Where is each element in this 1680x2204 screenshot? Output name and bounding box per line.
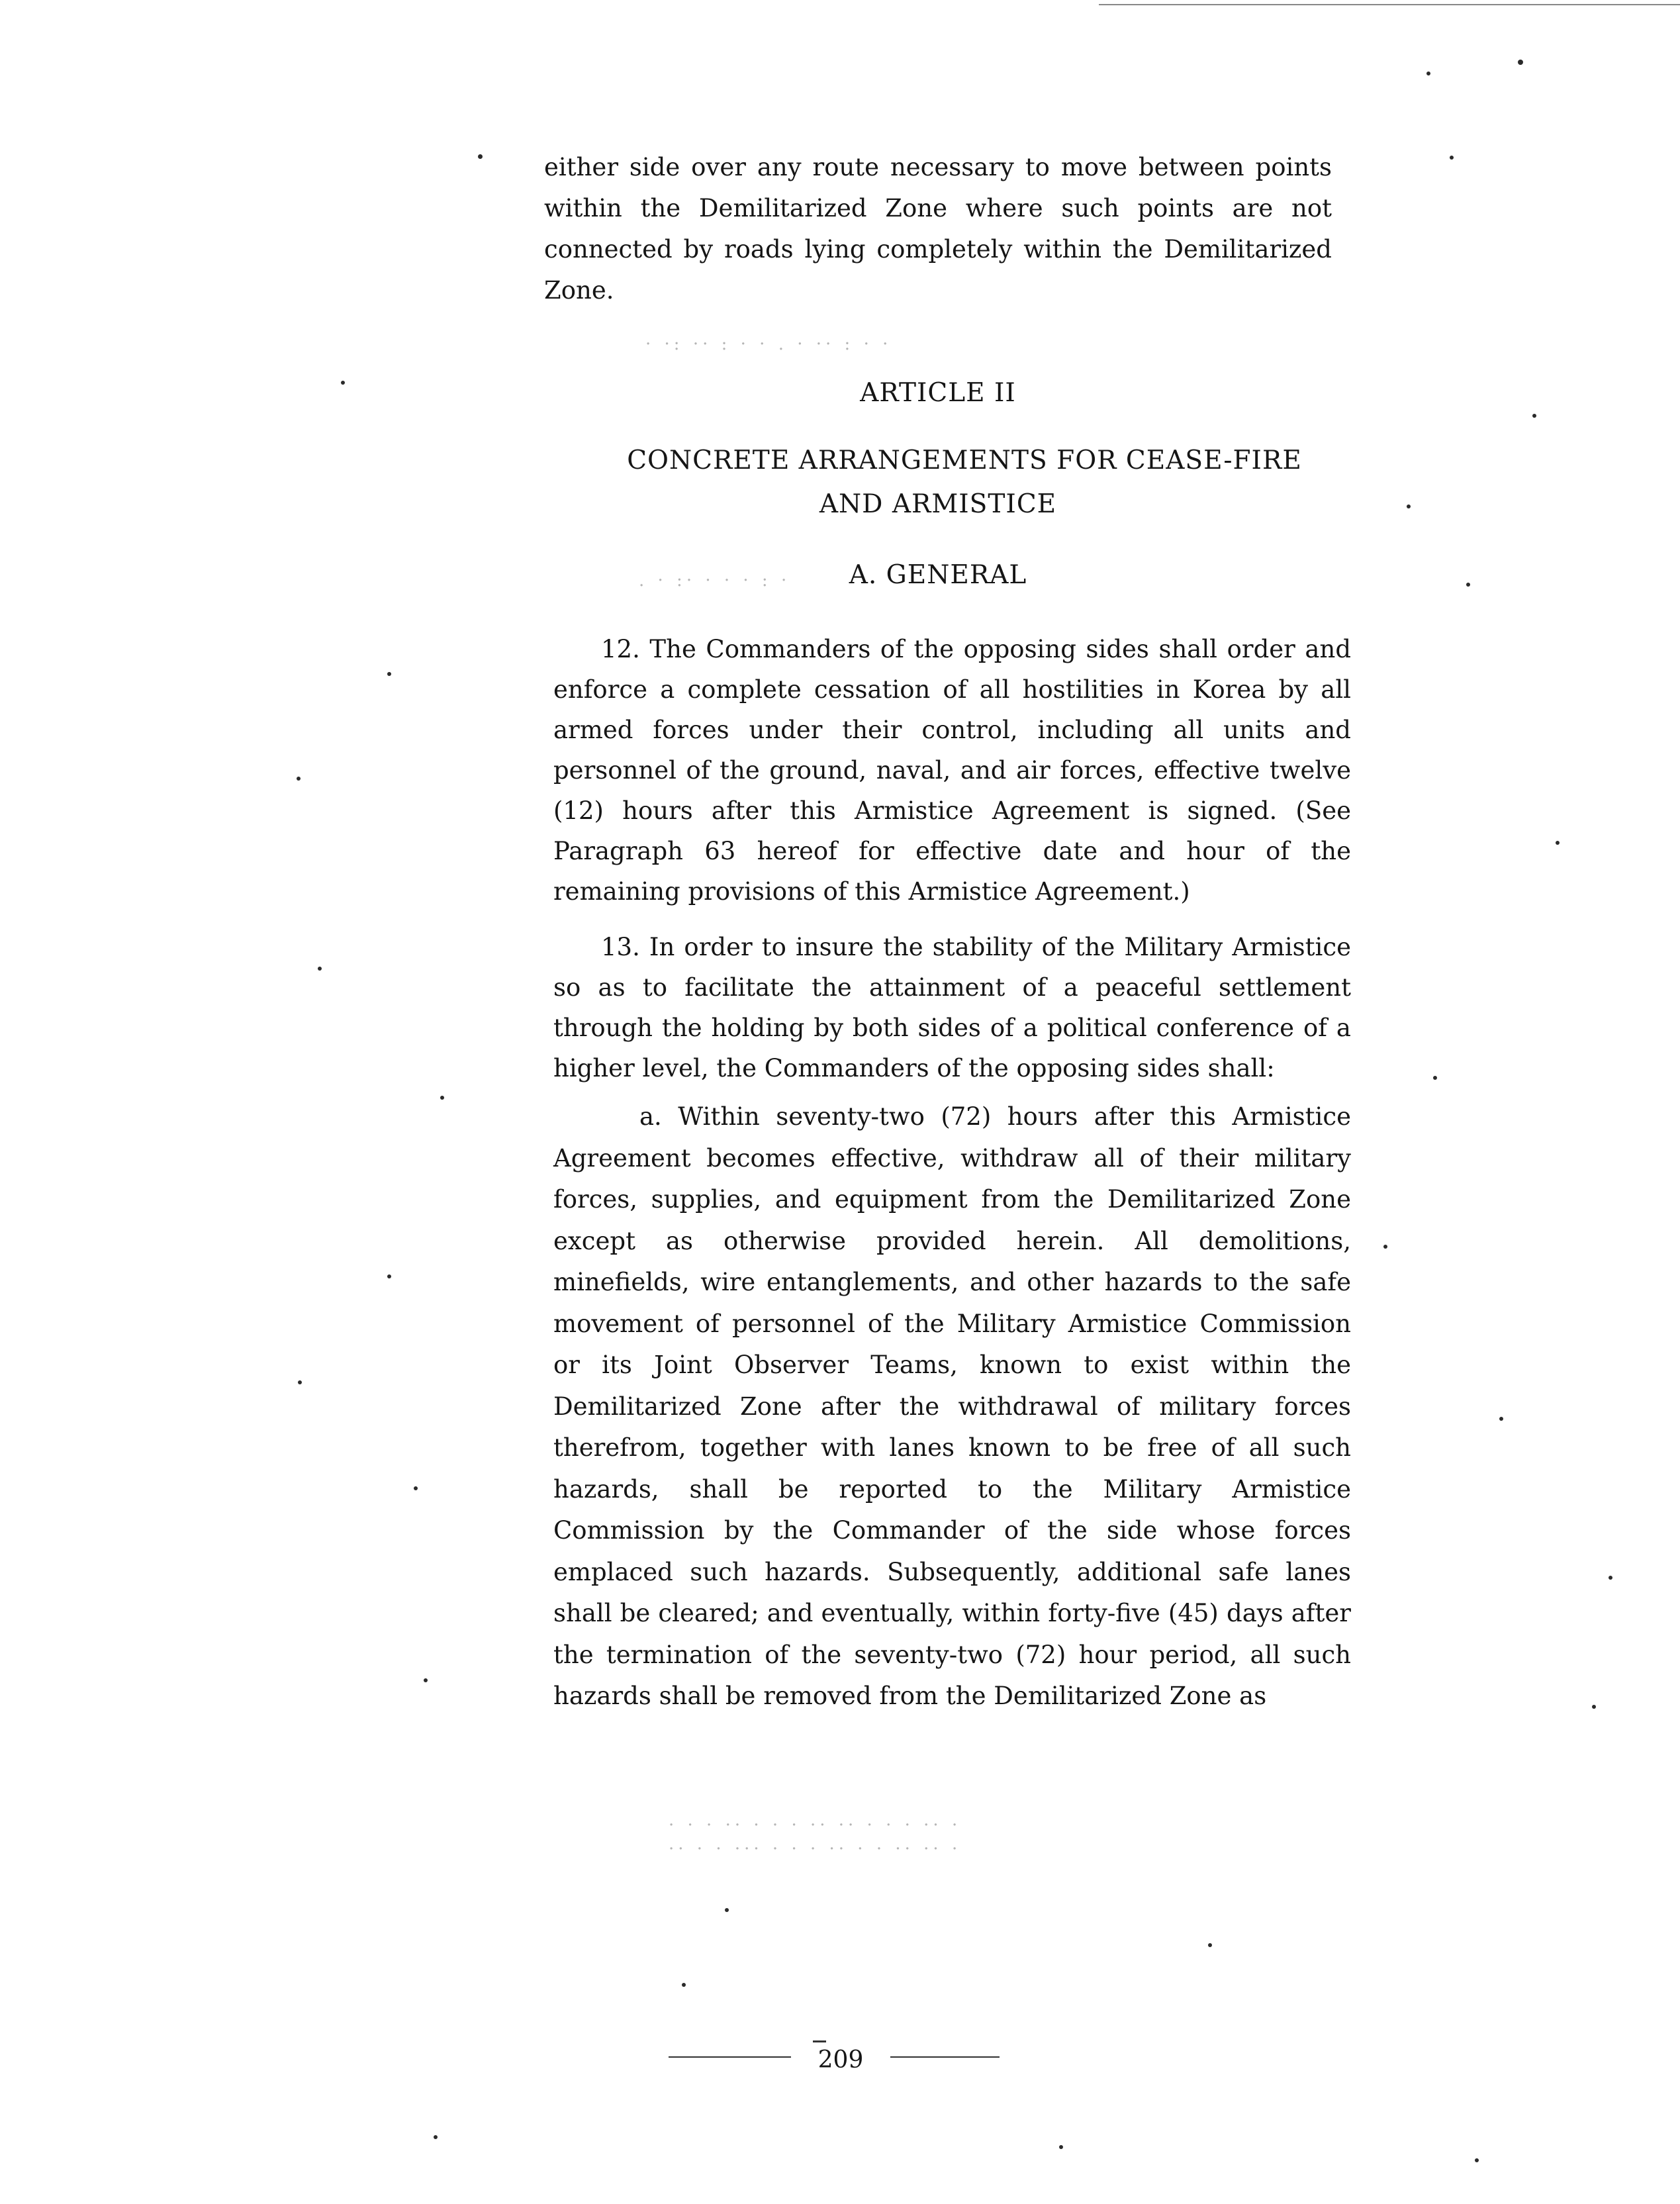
scan-speck [1426,72,1430,75]
scan-artifact: · ·: ·· : · · . · ·· : · · [645,334,892,354]
scan-speck [1475,2158,1479,2162]
scan-speck [1383,1245,1387,1249]
scan-speck [318,967,322,971]
scan-speck [682,1983,686,1987]
scan-speck [1407,504,1411,508]
scan-speck [298,1380,302,1384]
article-heading: ARTICLE II [860,378,1016,408]
intro-paragraph: either side over any route necessary to move between points within the Demilitarized Zone where such points are not connected by roads lying completely within the Demilitarized Zone. [544,153,1332,305]
article-title-line2: AND ARMISTICE [819,489,1057,519]
page-number: 209 [817,2046,864,2074]
scan-speck [1609,1576,1612,1580]
footer-mark [813,2040,826,2042]
scan-speck [297,777,301,781]
section-heading: A. GENERAL [849,560,1027,590]
scan-speck [1592,1705,1596,1709]
scan-artifact: . · :· · · · : · [639,571,791,591]
scan-speck [1208,1943,1212,1947]
footer-rule-left [669,2056,791,2058]
scan-speck [1556,841,1560,845]
footer-rule-right [890,2056,1000,2058]
scan-speck [1518,60,1523,65]
scan-speck [424,1678,428,1682]
scan-speck [478,154,483,159]
scan-speck [1466,583,1470,587]
paragraph-12: 12. The Commanders of the opposing sides shall order and enforce a complete cessation of all hostilities in Korea by all armed forces under their control, including all units and personnel of the ground, naval, and air forces, effective twelve (12) hours after this Armistice Agreement is signed. (See Paragraph 63 hereof for effective date and hour of the remaining provisions of this Armistice Agreement.) [553,635,1351,906]
scan-artifact: ·· · · ··· · · · ·· · · ·· ·· · [669,1839,962,1859]
scan-speck [1450,156,1454,160]
scan-speck [341,381,345,385]
scan-speck [434,2135,438,2139]
scan-speck [1433,1076,1437,1080]
scan-speck [1059,2145,1063,2149]
scan-speck [725,1908,729,1912]
scan-artifact: · · · ·· · · · ·· ·· · · · ·· · [669,1815,962,1835]
scan-speck [1532,414,1536,418]
scan-speck [1499,1417,1503,1421]
scan-speck [414,1486,418,1490]
paragraph-13: 13. In order to insure the stability of the Military Armistice so as to facilitate the attainment of a peaceful settlement through the holding by both sides of a political conference of a higher level, the Commanders of the opposing sides shall: [553,933,1351,1082]
scan-speck [387,1274,391,1278]
paragraph-13a: a. Within seventy-two (72) hours after this Armistice Agreement becomes effective, withdraw all of their military forces, supplies, and equipment from the Demilitarized Zone except as otherwise provided herein. All demolitions, minefields, wire entanglements, and other hazards to the safe movement of personnel of the Military Armistice Commission or its Joint Observer Teams, known to exist within the Demilitarized Zone after the withdrawal of military forces therefrom, together with lanes known to be free of all such hazards, shall be reported to the Military Armistice Commission by the Commander of the side whose forces emplaced such hazards. Subsequently, additional safe lanes shall be cleared; and eventually, within forty-five (45) days after the termination of the seventy-two (72) hour period, all such hazards shall be removed from the Demilitarized Zone as [553,1102,1351,1710]
top-edge-rule [1099,4,1680,5]
scan-speck [440,1096,444,1100]
scan-speck [387,672,391,676]
article-title-line1: CONCRETE ARRANGEMENTS FOR CEASE-FIRE [627,446,1302,475]
